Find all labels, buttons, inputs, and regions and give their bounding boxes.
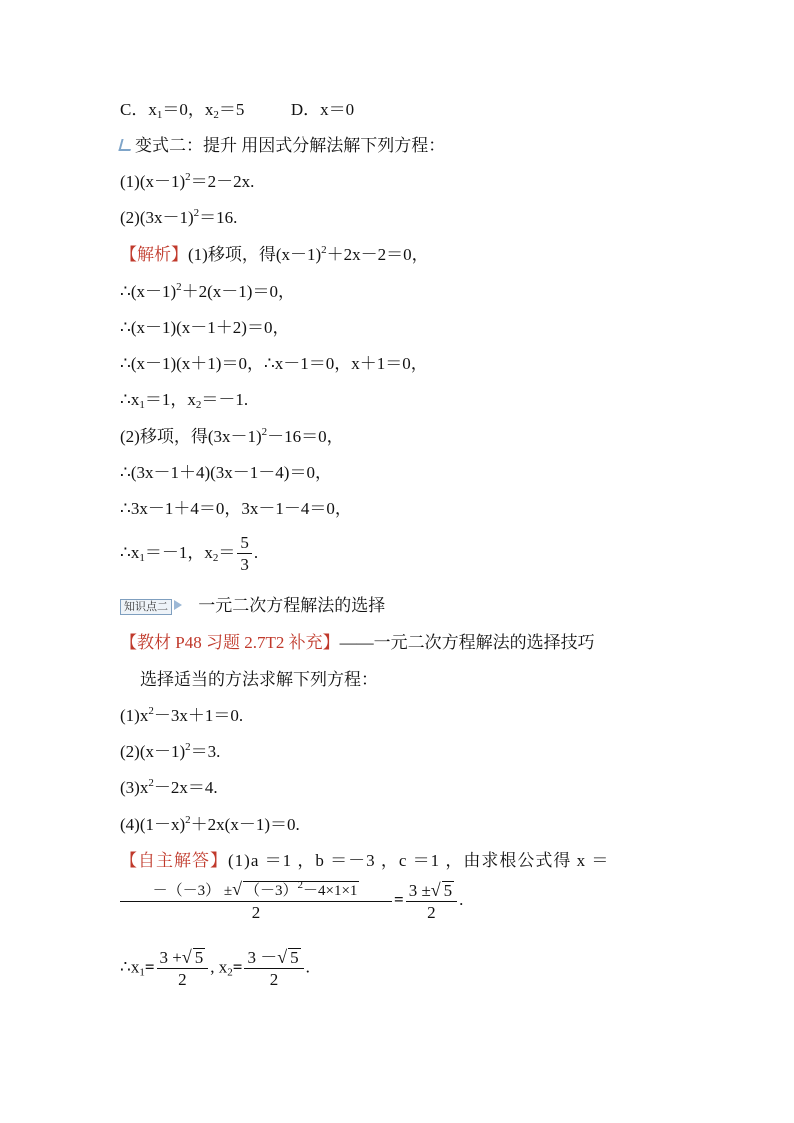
analysis-label: 【解析】 (120, 245, 188, 264)
analysis-line-3: ∴(x－1)(x－1＋2)＝0， (120, 318, 290, 337)
choice-c-text: x (148, 100, 157, 119)
exercise-p3: $(3)x^2-2x=4$. (120, 777, 218, 797)
analysis-line-6: (2)移项，得$(3x-1)^2-16=0$， (120, 426, 344, 446)
variant2-q1: $(1)(x-1)^2=2-2x$. (120, 171, 255, 191)
analysis-line-4: ∴(x－1)(x＋1)＝0，∴x－1＝0，x＋1＝0， (120, 354, 428, 373)
pencil-icon (118, 139, 133, 151)
analysis-line-1: 【解析】(1)移项，得$(x-1)^2+2x-2=0$， (120, 244, 429, 264)
solution-line-2: $\frac{-(-3) \pm√ (-3)^2-4\times 1\times 1}{2}$ = $\frac{3 \pm√ 5}{2}$ . (118, 880, 463, 922)
solution-line-1: 【自主解答】(1)a ＝1 ，b ＝－3 ，c ＝1 ，由求根公式得 x ＝ (120, 851, 610, 870)
variant2-q2: $(2)(3x-1)^2=16$. (120, 207, 238, 227)
variant2-title-text: 变式二：提升 用因式分解法解下列方程： (135, 136, 446, 155)
exercise-p4: $(4)(1-x)^2+2x(x-1)=0$. (120, 814, 300, 834)
choice-c-text: ＝0，x (162, 100, 214, 119)
solution-line-3: $\therefore x_1=$ $\frac{3 +√ 5}{2}$ , $x_2=$ $\frac{3 -√ 5}{2}$ . (120, 947, 310, 989)
knowledge-heading (120, 596, 385, 616)
choice-d-text: x＝0 (320, 100, 355, 119)
analysis-line-5: $\therefore x_1=1$，$x_2=-1$. (120, 390, 249, 411)
subscript: 2 (213, 109, 219, 121)
choice-c-text: ＝5 (218, 100, 245, 119)
analysis-line-8: ∴3x－1＋4＝0，3x－1－4＝0， (120, 499, 352, 518)
choice-c-label: C． (120, 100, 149, 119)
textbook-label: 【教材 P48 习题 2.7T2 补充】 (120, 633, 340, 652)
exercise-p2: $(2)(x-1)^2=3$. (120, 741, 221, 761)
knowledge-tag: 知识点二 (120, 599, 172, 615)
choices-line (120, 100, 354, 120)
textbook-text: ——一元二次方程解法的选择技巧 (339, 633, 595, 652)
fraction-quadratic-formula: $\frac{-(-3) \pm√ (-3)^2-4\times 1\times 1}{2}$ (120, 880, 392, 922)
fraction: $\frac{3 -√ 5}{2}$ (244, 948, 303, 989)
arrow-icon (174, 600, 182, 610)
exercise-intro: 选择适当的方法求解下列方程： (140, 670, 378, 689)
analysis-line-9: $\therefore x_1=-1$，$x_2=$ $\frac{5}{3}$ . (120, 533, 259, 574)
analysis-line-7: ∴(3x－1＋4)(3x－1－4)＝0， (120, 463, 332, 482)
exercise-p1: $(1)x^2-3x+1=0$. (120, 705, 244, 725)
solution-label: 【自主解答】 (120, 851, 228, 870)
textbook-line (120, 633, 595, 653)
fraction: $\frac{3 +√ 5}{2}$ (157, 948, 209, 989)
choice-d-label: D． (290, 100, 321, 119)
knowledge-title: 一元二次方程解法的选择 (198, 596, 386, 615)
variant2-title (120, 136, 445, 156)
fraction: $\frac{5}{3}$ (237, 534, 252, 574)
subscript: 1 (156, 109, 163, 121)
fraction: $\frac{3 \pm√ 5}{2}$ (406, 881, 457, 922)
analysis-line-2: $\therefore(x-1)^2+2(x-1)=0$， (120, 281, 295, 301)
